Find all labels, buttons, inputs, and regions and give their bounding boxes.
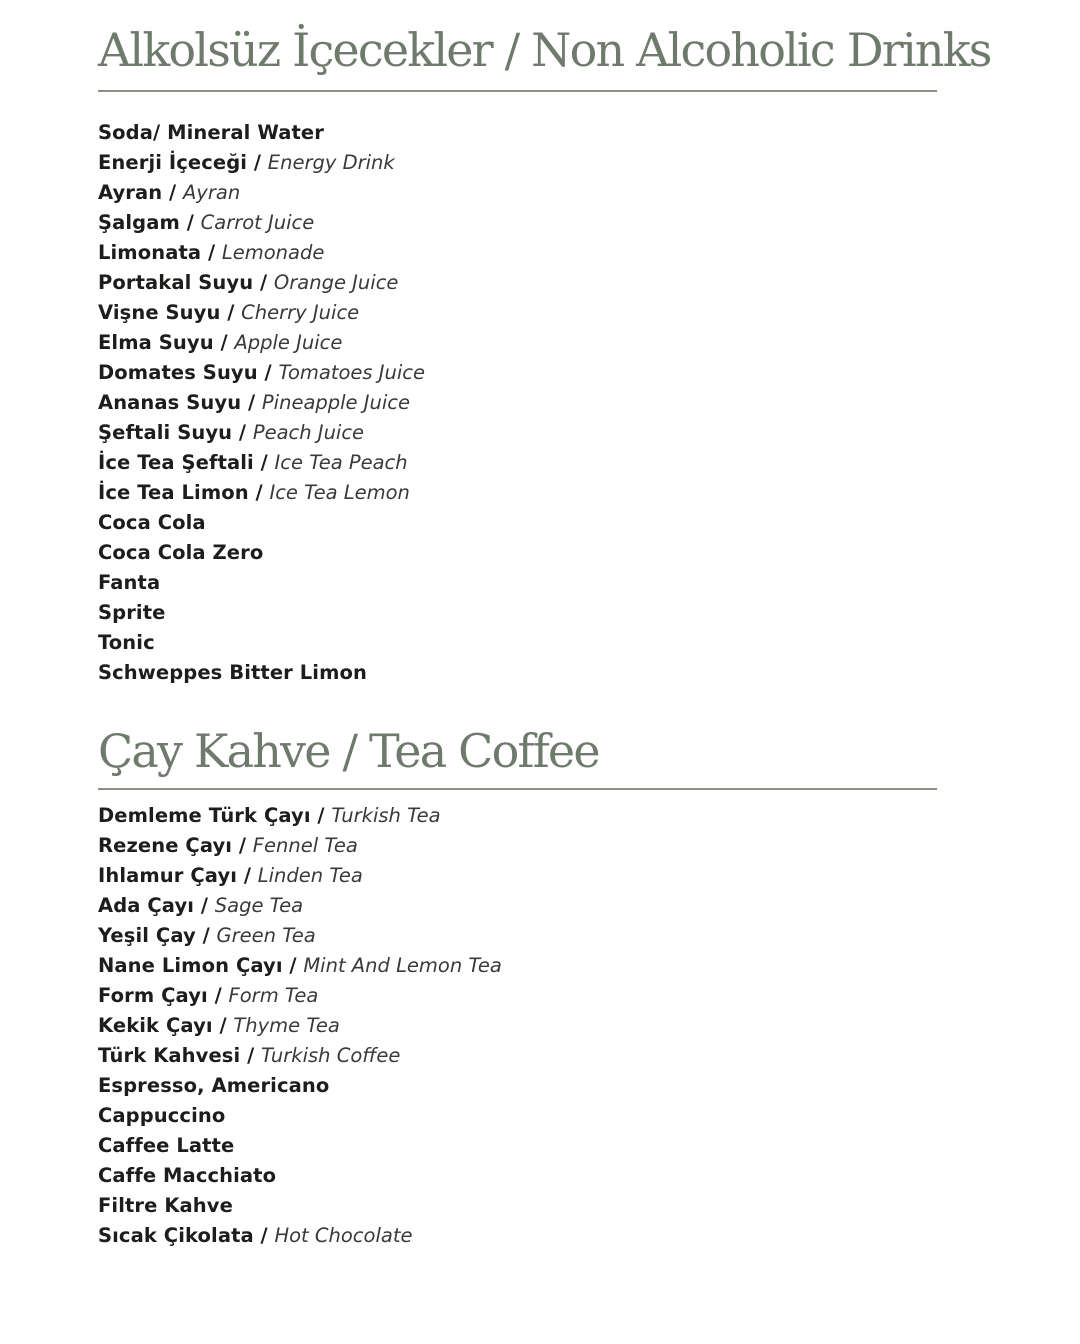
item-name-turkish: Kekik Çayı [98,1014,213,1037]
menu-item [98,951,502,981]
item-name-turkish: Fanta [98,571,161,594]
item-separator: / [201,241,222,264]
item-name-turkish: Domates Suyu [98,361,258,384]
menu-item [98,148,425,178]
item-name-turkish: Coca Cola [98,511,206,534]
item-name-english: Lemonade [221,241,325,264]
item-name-turkish: Filtre Kahve [98,1194,233,1217]
item-name-turkish: Elma Suyu [98,331,214,354]
item-name-english: Linden Tea [257,864,363,887]
item-name-turkish: Portakal Suyu [98,271,254,294]
menu-item [98,921,502,951]
item-name-turkish: Yeşil Çay [98,924,196,947]
menu-item [98,1131,502,1161]
menu-item [98,328,425,358]
section-title: Alkolsüz İçecekler / Non Alcoholic Drinks [98,23,991,77]
item-separator: / [162,181,183,204]
menu-item [98,1041,502,1071]
item-name-turkish: Caffee Latte [98,1134,235,1157]
item-name-turkish: Şalgam [98,211,180,234]
menu-item [98,298,425,328]
menu-item [98,891,502,921]
item-name-english: Ice Tea Lemon [269,481,410,504]
item-separator: / [179,211,201,234]
section-divider [98,90,937,92]
item-name-english: Turkish Tea [331,804,441,827]
item-name-turkish: Şeftali Suyu [98,421,233,444]
item-name-turkish: Türk Kahvesi [98,1044,241,1067]
item-name-turkish: Ada Çayı [98,894,195,917]
item-separator: / [194,894,215,917]
item-name-english: Peach Juice [252,421,365,444]
item-separator: / [253,451,275,474]
menu-item [98,1101,502,1131]
item-name-turkish: Sprite [98,601,166,624]
menu-item [98,628,425,658]
item-separator: / [240,1044,261,1067]
item-name-english: Mint And Lemon Tea [303,954,502,977]
menu-item [98,538,425,568]
menu-item [98,448,425,478]
menu-item [98,801,502,831]
menu-item [98,1071,502,1101]
menu-item [98,1011,502,1041]
menu-item [98,831,502,861]
menu-item [98,358,425,388]
drink-list [98,801,502,1251]
menu-item [98,981,502,1011]
menu-item [98,418,425,448]
item-name-english: Green Tea [216,924,316,947]
item-name-turkish: Soda/ Mineral Water [98,121,324,144]
menu-item [98,1221,502,1251]
item-name-turkish: Form Çayı [98,984,208,1007]
item-name-turkish: Caffe Macchiato [98,1164,277,1187]
item-name-english: Sage Tea [214,894,304,917]
item-name-turkish: Tonic [98,631,155,654]
item-separator: / [253,1224,275,1247]
item-name-english: Ice Tea Peach [274,451,408,474]
item-separator: / [213,331,235,354]
item-separator: / [237,864,258,887]
menu-item [98,1161,502,1191]
menu-item [98,238,425,268]
item-name-english: Form Tea [228,984,319,1007]
item-name-turkish: Nane Limon Çayı [98,954,283,977]
item-separator: / [310,804,332,827]
item-name-english: Ayran [182,181,241,204]
menu-item [98,861,502,891]
item-name-english: Apple Juice [234,331,343,354]
item-separator: / [257,361,279,384]
item-separator: / [212,1014,234,1037]
item-name-turkish: Enerji İçeceği [98,151,248,174]
drink-list [98,118,425,688]
item-name-turkish: Ihlamur Çayı [98,864,238,887]
item-name-english: Fennel Tea [252,834,358,857]
item-name-turkish: Limonata [98,241,202,264]
item-name-english: Orange Juice [273,271,399,294]
item-name-turkish: İce Tea Şeftali [98,451,254,474]
menu-item [98,1191,502,1221]
section-divider [98,788,937,790]
menu-item [98,658,425,688]
item-name-english: Carrot Juice [200,211,315,234]
item-name-turkish: Rezene Çayı [98,834,233,857]
item-name-turkish: Coca Cola Zero [98,541,264,564]
item-name-turkish: Ayran [98,181,163,204]
item-name-turkish: Schweppes Bitter Limon [98,661,367,684]
item-name-english: Energy Drink [267,151,395,174]
section-title: Çay Kahve / Tea Coffee [98,724,599,778]
item-separator: / [282,954,304,977]
item-separator: / [253,271,274,294]
item-name-turkish: Ananas Suyu [98,391,242,414]
item-name-turkish: Sıcak Çikolata [98,1224,254,1247]
item-name-turkish: Vişne Suyu [98,301,221,324]
item-separator: / [248,481,270,504]
menu-item [98,598,425,628]
item-name-english: Hot Chocolate [274,1224,413,1247]
item-separator: / [241,391,262,414]
item-separator: / [247,151,268,174]
menu-item [98,208,425,238]
item-name-english: Pineapple Juice [261,391,411,414]
item-name-turkish: Espresso, Americano [98,1074,330,1097]
menu-item [98,568,425,598]
item-separator: / [220,301,242,324]
menu-item [98,508,425,538]
item-name-english: Turkish Coffee [260,1044,401,1067]
item-name-english: Cherry Juice [241,301,360,324]
item-name-turkish: İce Tea Limon [98,481,249,504]
item-separator: / [232,421,253,444]
menu-item [98,178,425,208]
item-name-english: Tomatoes Juice [278,361,425,384]
item-name-turkish: Demleme Türk Çayı [98,804,311,827]
item-name-english: Thyme Tea [233,1014,340,1037]
item-separator: / [207,984,229,1007]
menu-item [98,388,425,418]
item-name-turkish: Cappuccino [98,1104,226,1127]
menu-item [98,118,425,148]
item-separator: / [232,834,253,857]
menu-item [98,268,425,298]
menu-item [98,478,425,508]
item-separator: / [195,924,217,947]
